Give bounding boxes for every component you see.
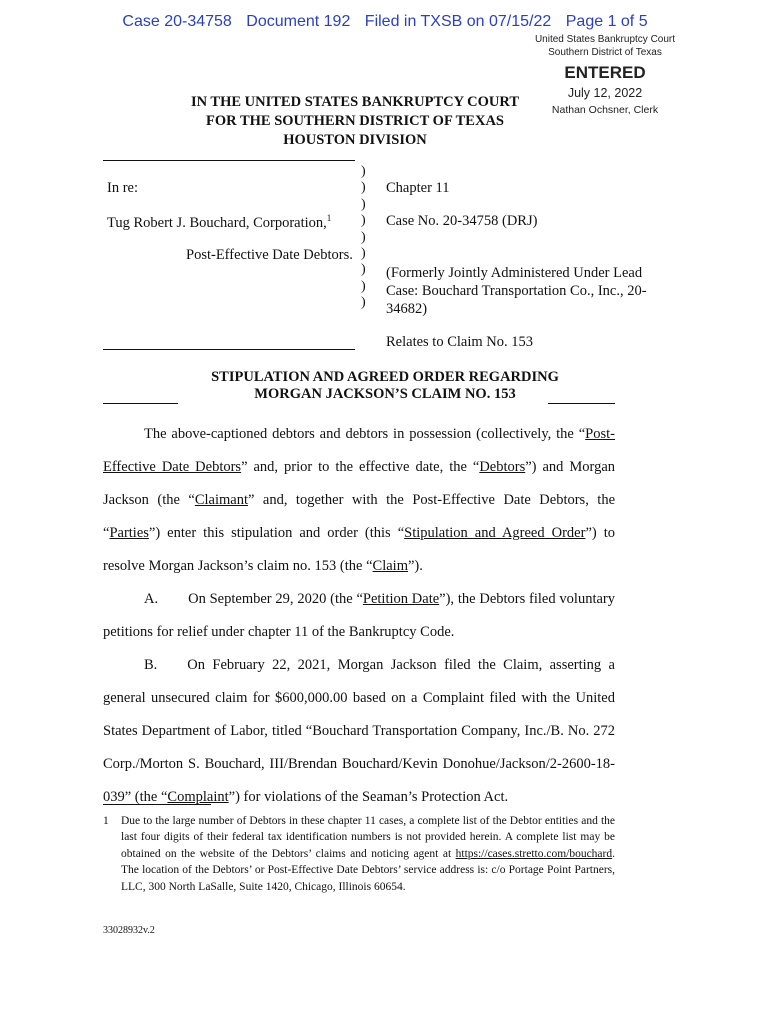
case-number: Case No. 20-34758 (DRJ) xyxy=(386,213,538,229)
document-title xyxy=(100,369,670,403)
stamp-court: United States Bankruptcy Court xyxy=(534,34,676,45)
caption-bottom-rule xyxy=(103,349,355,350)
paragraph-b: B. On February 22, 2021, Morgan Jackson filed the Claim, asserting a general unsecured claim for $600,000.00 based on a Complaint filed with the United States Department of Labor, titled “Bouchard Transportation Company, Inc./B. No. 272 Corp./Morton S. Bouchard, III/Brendan Bouchard/Kevin Donohue/Jackson/2-2600-18-039” (the “Complaint”) for violations of the Seaman’s Protection Act. xyxy=(103,657,615,805)
document-title-line2: MORGAN JACKSON’S CLAIM NO. 153 xyxy=(254,386,516,402)
caption-parentheses: ) ) ) ) ) ) ) ) ) xyxy=(361,164,366,311)
footnote-separator xyxy=(103,804,211,805)
filed-date-header: Filed in TXSB on 07/15/22 xyxy=(364,13,552,30)
filing-header xyxy=(0,13,770,31)
debtor-role: Post-Effective Date Debtors. xyxy=(186,247,353,263)
court-heading-line3: HOUSTON DIVISION xyxy=(283,132,427,148)
formerly-administered: (Formerly Jointly Administered Under Lead Case: Bouchard Transportation Co., Inc., 20- 34682) xyxy=(386,265,647,317)
claims-agent-link[interactable]: https://cases.stretto.com/bouchard xyxy=(455,847,613,860)
court-heading-line2: FOR THE SOUTHERN DISTRICT OF TEXAS xyxy=(205,113,504,129)
clerk-name: Nathan Ochsner, Clerk xyxy=(551,104,659,116)
intro-paragraph: The above-captioned debtors and debtors in possession (collectively, the “Post-Effective Date Debtors” and, prior to the effective date, the “Debtors”) and Morgan Jackson (the “Claimant” and, together with the Post-Effective Date Debtors, the “Parties”) enter this stipulation and order (this “Stipulation and Agreed Order”) to resolve Morgan Jackson’s claim no. 153 (the “Claim”). xyxy=(103,426,616,574)
document-body xyxy=(103,418,615,814)
court-heading xyxy=(180,93,530,150)
document-number-header: Document 192 xyxy=(246,13,351,30)
footnote-ref: 1 xyxy=(326,213,332,223)
title-rule-right xyxy=(548,403,615,404)
document-id: 33028932v.2 xyxy=(103,925,155,936)
caption-top-rule xyxy=(103,160,355,161)
footnote-number: 1 xyxy=(103,815,109,827)
debtor-name: Tug Robert J. Bouchard, Corporation,$^1$ xyxy=(107,213,332,231)
entered-date: July 12, 2022 xyxy=(567,86,643,100)
chapter-label: Chapter 11 xyxy=(386,180,450,196)
title-rule-left xyxy=(103,403,178,404)
footnote: 1 Due to the large number of Debtors in these chapter 11 cases, a complete list of the Debtor entities and the last four digits of their federal tax identification numbers is not provided herein. A complete list may be obtained on the website of the Debtors’ claims and noticing agent at https://cases.stretto.com/bouchard. The location of the Debtors’ or Post-Effective Date Debtors’ service address is: c/o Portage Point Partners, LLC, 300 North LaSalle, Suite 1420, Chicago, Illinois 60654. xyxy=(103,815,615,893)
in-re-label: In re: xyxy=(107,180,138,196)
entered-stamp: ENTERED xyxy=(564,63,646,82)
relates-to-claim: Relates to Claim No. 153 xyxy=(386,334,533,350)
case-number-header: Case 20-34758 xyxy=(122,13,232,30)
page-indicator: Page 1 of 5 xyxy=(565,13,648,30)
stamp-district: Southern District of Texas xyxy=(548,47,662,58)
paragraph-a: A. On September 29, 2020 (the “Petition Date”), the Debtors filed voluntary petitions for relief under chapter 11 of the Bankruptcy Code. xyxy=(103,591,615,640)
document-title-line1: STIPULATION AND AGREED ORDER REGARDING xyxy=(211,369,559,385)
court-heading-line1: IN THE UNITED STATES BANKRUPTCY COURT xyxy=(190,94,520,110)
